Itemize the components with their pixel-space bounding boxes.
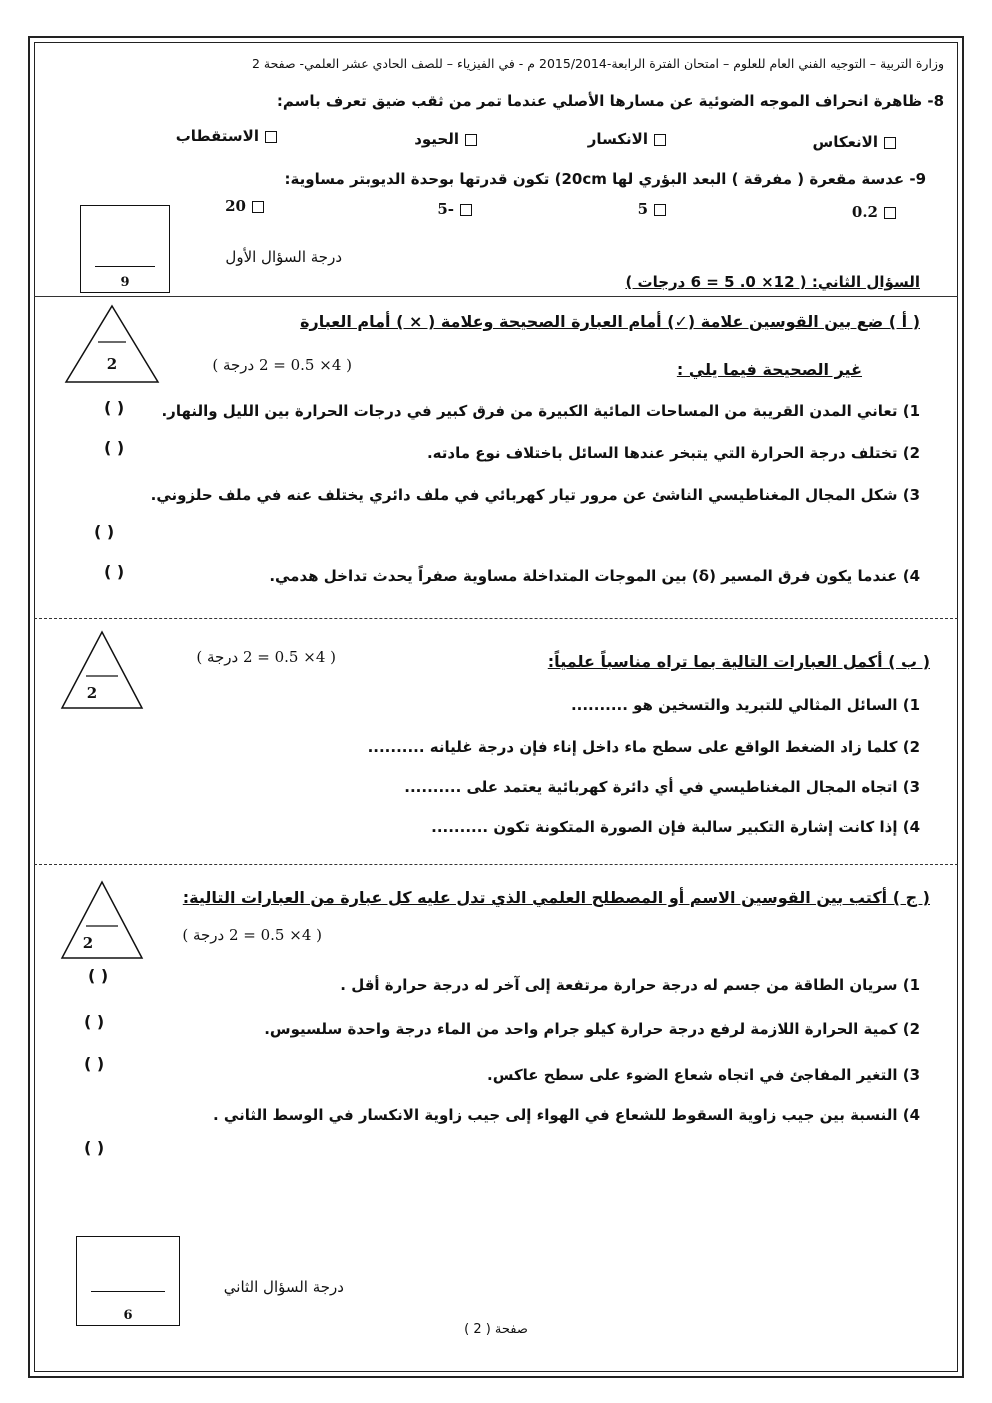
divider [34,864,958,865]
q2-score-value: 6 [123,1308,133,1323]
question-2-title: السؤال الثاني: ( 12× 0. 5 = 6 درجات ) [625,273,920,291]
part-b-item-1[interactable]: 1) السائل المثالي للتبريد والتسخين هو .......... [570,696,920,714]
checkbox-icon[interactable] [884,207,896,219]
divider [34,618,958,619]
part-a-title: ( أ ) ضع بين القوسين علامة (✓) أمام العبارة الصحيحة وعلامة ( × ) أمام العبارة [300,312,920,331]
question-9: 9- عدسة مقعرة ( مفرقة ) البعد البؤري لها 20cm) تكون قدرتها بوحدة الديوبتر مساوية: [284,170,926,188]
part-c-item-4: 4) النسبة بين جيب زاوية السقوط للشعاع في الهواء إلى جيب زاوية الانكسار في الوسط الثاني . [212,1106,920,1124]
q8-option-1[interactable]: الانعكاس [813,133,896,151]
q8-option-3[interactable]: الحيود [414,130,477,148]
answer-paren[interactable]: ( ) [104,562,125,581]
q8-option-4[interactable]: الاستقطاب [176,127,277,145]
part-c-item-2: 2) كمية الحرارة اللازمة لرفع درجة حرارة كيلو جرام واحد من الماء درجة واحدة سلسيوس. [264,1020,920,1038]
tri-c-value: 2 [82,934,94,952]
q8-option-2[interactable]: الانكسار [588,130,666,148]
checkbox-icon[interactable] [265,131,277,143]
score-line [95,266,155,267]
part-b-item-3[interactable]: 3) اتجاه المجال المغناطيسي في أي دائرة كهربائية يعتمد على .......... [404,778,920,796]
answer-paren[interactable]: ( ) [104,438,125,457]
checkbox-icon[interactable] [884,137,896,149]
score-line [91,1291,165,1292]
part-a-title-cont: غير الصحيحة فيما يلي : [676,360,862,379]
part-a-grade: ( 4× 0.5 = 2 درجة ) [212,356,352,374]
question-8: 8- ظاهرة انحراف الموجه الضوئية عن مسارها الأصلي عندما تمر من ثقب ضيق تعرف باسم: [276,92,944,110]
q1-score-label: درجة السؤال الأول [225,248,342,266]
part-b-grade: ( 4× 0.5 = 2 درجة ) [196,648,336,666]
part-c-item-1: 1) سريان الطاقة من جسم له درجة حرارة مرتفعة إلى آخر له درجة حرارة أقل . [340,976,920,994]
divider [34,296,958,297]
answer-paren[interactable]: ( ) [88,966,109,985]
part-a-item-3: 3) شكل المجال المغناطيسي الناشئ عن مرور تيار كهربائي في ملف دائري يختلف عنه في ملف حلزوني. [150,486,920,504]
q2-score-label: درجة السؤال الثاني [223,1278,344,1296]
q9-option-4[interactable]: 20 [225,197,264,215]
checkbox-icon[interactable] [654,134,666,146]
answer-paren[interactable]: ( ) [84,1138,105,1157]
q9-option-1[interactable]: 0.2 [852,203,896,221]
part-a-item-2: 2) تختلف درجة الحرارة التي يتبخر عندها السائل باختلاف نوع مادته. [426,444,920,462]
part-c-item-3: 3) التغير المفاجئ في اتجاه شعاع الضوء على سطح عاكس. [487,1066,920,1084]
part-b-item-4[interactable]: 4) إذا كانت إشارة التكبير سالبة فإن الصورة المتكونة تكون .......... [431,818,920,836]
tri-b-value: 2 [86,684,98,702]
page-number: صفحة ( 2 ) [464,1322,528,1337]
q2-score-box [76,1236,180,1326]
checkbox-icon[interactable] [465,134,477,146]
checkbox-icon[interactable] [252,201,264,213]
answer-paren[interactable]: ( ) [94,522,115,541]
q1-score-value: 9 [120,275,130,290]
tri-a-value: 2 [106,355,118,373]
q9-option-2[interactable]: 5 [638,200,666,218]
part-b-item-2[interactable]: 2) كلما زاد الضغط الواقع على سطح ماء داخل إناء فإن درجة غليانه .......... [367,738,920,756]
page-header: وزارة التربية – التوجيه الفني العام للعلوم – امتحان الفترة الرابعة-2015/2014 م - في الفيزياء – للصف الحادي عشر العلمي- صفحة 2 [251,56,944,71]
part-b-title: ( ب ) أكمل العبارات التالية بما تراه مناسباً علمياً: [547,652,930,671]
q9-option-3[interactable]: -5 [437,200,472,218]
part-a-item-1: 1) تعاني المدن القريبة من المساحات المائية الكبيرة من فرق كبير في درجات الحرارة بين الليل والنهار. [161,402,920,420]
checkbox-icon[interactable] [654,204,666,216]
checkbox-icon[interactable] [460,204,472,216]
answer-paren[interactable]: ( ) [84,1012,105,1031]
part-c-title: ( ج ) أكتب بين القوسين الاسم أو المصطلح العلمي الذي تدل عليه كل عبارة من العبارات التالية: [182,888,930,907]
answer-paren[interactable]: ( ) [84,1054,105,1073]
answer-paren[interactable]: ( ) [104,398,125,417]
part-c-grade: ( 4× 0.5 = 2 درجة ) [182,926,322,944]
q1-score-box [80,205,170,293]
part-a-item-4: 4) عندما يكون فرق المسير (δ) بين الموجات المتداخلة مساوية صفراً يحدث تداخل هدمي. [269,567,920,585]
